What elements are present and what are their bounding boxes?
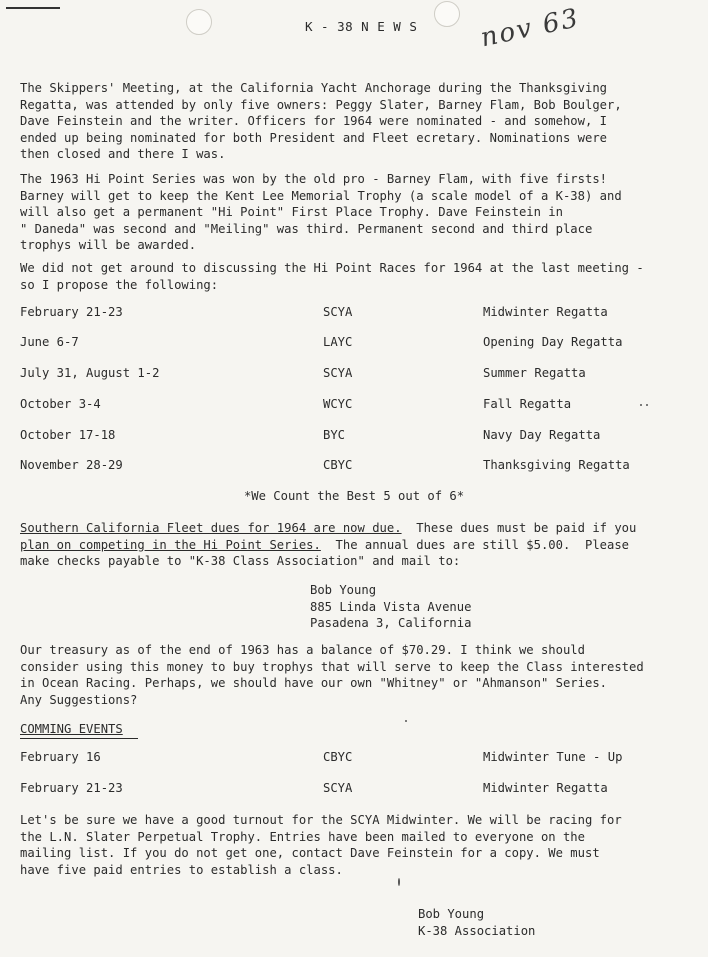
event-name: Midwinter Tune - Up <box>483 750 623 764</box>
table-row <box>20 305 700 323</box>
schedule-event: Midwinter Regatta <box>483 305 608 319</box>
dues-text: These dues must be paid if you <box>401 521 637 535</box>
paragraph-midwinter: Let's be sure we have a good turnout for the SCYA Midwinter. We will be racing for the L.N. Slater Perpetual Trophy. Entries have been mailed to everyone on the mailing list. If you do not get one, contact Dave Feinstein for a copy. We must have five paid entries to establish a class. <box>20 813 622 877</box>
dues-heading: Southern California Fleet dues for 1964 are now due. <box>20 521 402 535</box>
signature-name: Bob Young <box>418 907 485 921</box>
address-city: Pasadena 3, California <box>310 616 472 631</box>
ink-speck <box>646 404 648 406</box>
event-name: Midwinter Regatta <box>483 781 608 795</box>
mailing-address <box>310 582 471 632</box>
address-street: 885 Linda Vista Avenue <box>310 599 472 614</box>
schedule-date: November 28-29 <box>20 458 123 472</box>
schedule-club: BYC <box>323 428 346 442</box>
event-club: CBYC <box>323 750 353 764</box>
table-row <box>20 781 700 799</box>
table-row <box>20 458 700 476</box>
schedule-event: Summer Regatta <box>483 366 586 380</box>
schedule-club: SCYA <box>323 366 353 380</box>
table-row <box>20 366 700 384</box>
pen-mark <box>6 7 60 9</box>
dues-text: The annual dues are still $5.00. Please <box>320 537 630 552</box>
punch-hole <box>186 9 212 35</box>
table-row <box>20 750 700 768</box>
ink-speck <box>405 720 407 722</box>
paragraph-proposal: We did not get around to discussing the Hi Point Races for 1964 at the last meeting - so I propose the following: <box>20 261 644 292</box>
schedule-event: Opening Day Regatta <box>483 335 623 349</box>
schedule-event: Thanksgiving Regatta <box>483 458 630 472</box>
handwritten-date: nov 63 <box>478 3 583 54</box>
paragraph-treasury: Our treasury as of the end of 1963 has a balance of $70.29. I think we should consider using this money to buy trophys that will serve to keep the Class interested in Ocean Racing. Perhaps, we should have our own "Whitney" or "Ahmanson" Series. Any Suggestions? <box>20 643 644 707</box>
event-date: February 16 <box>20 750 101 764</box>
table-row <box>20 335 700 353</box>
paragraph-hi-point: The 1963 Hi Point Series was won by the old pro - Barney Flam, with five firsts! Barney will get to keep the Kent Lee Memorial Trophy (a scale model of a K-38) and will also get a permanent "Hi Point" First Place Trophy. Dave Feinstein in " Daneda" was second and "Meiling" was third. Permanent second and third place trophys will be awarded. <box>20 172 622 253</box>
punch-hole <box>434 1 460 27</box>
schedule-club: LAYC <box>323 335 353 349</box>
page-title: K - 38 N E W S <box>305 19 418 34</box>
schedule-note: *We Count the Best 5 out of 6* <box>243 489 465 503</box>
event-club: SCYA <box>323 781 353 795</box>
schedule-event: Navy Day Regatta <box>483 428 601 442</box>
event-date: February 21-23 <box>20 781 123 795</box>
dues-text: make checks payable to "K-38 Class Association" and mail to: <box>20 554 461 569</box>
schedule-club: SCYA <box>323 305 353 319</box>
schedule-date: October 3-4 <box>20 397 101 411</box>
table-row <box>20 428 700 446</box>
address-name: Bob Young <box>310 583 377 597</box>
signature-org: K-38 Association <box>418 923 536 938</box>
schedule-date: October 17-18 <box>20 428 116 442</box>
schedule-date: June 6-7 <box>20 335 79 349</box>
schedule-date: July 31, August 1-2 <box>20 366 160 380</box>
schedule-club: CBYC <box>323 458 353 472</box>
dues-underlined-text: plan on competing in the Hi Point Series. <box>20 537 321 552</box>
schedule-date: February 21-23 <box>20 305 123 319</box>
signature-block <box>418 906 535 939</box>
heading-rule <box>20 738 138 739</box>
schedule-event: Fall Regatta <box>483 397 572 411</box>
ink-speck <box>398 878 400 886</box>
paragraph-meeting: The Skippers' Meeting, at the California Yacht Anchorage during the Thanksgiving Regatta, was attended by only five owners: Peggy Slater, Barney Flam, Bob Boulger, Dave Feinstein and the writer. Officers for 1964 were nominated - and somehow, I ended up being nominated for both President and Fleet ecretary. Nominations were then closed and there I was. <box>20 81 622 162</box>
table-row <box>20 397 700 415</box>
ink-speck <box>640 404 642 406</box>
coming-events-heading: COMMING EVENTS <box>20 722 123 736</box>
schedule-club: WCYC <box>323 397 353 411</box>
paragraph-dues <box>20 520 690 570</box>
